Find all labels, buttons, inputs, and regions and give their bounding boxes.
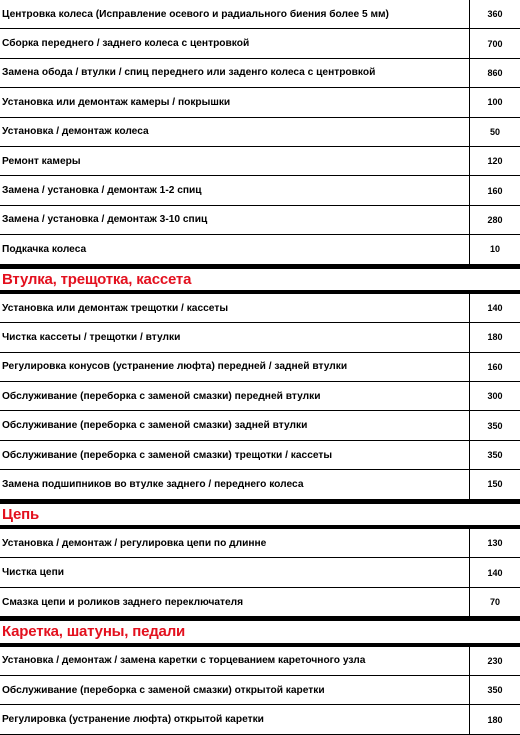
service-price: 350 bbox=[469, 411, 520, 439]
price-row bbox=[0, 176, 520, 205]
price-row bbox=[0, 59, 520, 88]
service-name: Установка или демонтаж камеры / покрышки bbox=[2, 96, 231, 108]
service-name: Обслуживание (переборка с заменой смазки) задней втулки bbox=[2, 420, 308, 432]
price-row bbox=[0, 705, 520, 734]
section-header-hub bbox=[0, 265, 520, 294]
service-price: 120 bbox=[469, 147, 520, 175]
service-price: 350 bbox=[469, 676, 520, 704]
service-name: Обслуживание (переборка с заменой смазки) трещотки / кассеты bbox=[2, 449, 333, 461]
service-price: 360 bbox=[469, 0, 520, 28]
price-row bbox=[0, 676, 520, 705]
price-row bbox=[0, 529, 520, 558]
service-price: 700 bbox=[469, 29, 520, 57]
service-price: 140 bbox=[469, 294, 520, 322]
section-header-bottom-bracket bbox=[0, 617, 520, 646]
section-header-chain bbox=[0, 500, 520, 529]
service-price: 860 bbox=[469, 59, 520, 87]
chain-group bbox=[0, 529, 520, 617]
price-row bbox=[0, 294, 520, 323]
service-name: Смазка цепи и роликов заднего переключателя bbox=[2, 596, 244, 608]
service-name: Подкачка колеса bbox=[2, 243, 87, 255]
price-row bbox=[0, 441, 520, 470]
service-name: Обслуживание (переборка с заменой смазки) передней втулки bbox=[2, 390, 321, 402]
service-price: 180 bbox=[469, 705, 520, 733]
price-row bbox=[0, 558, 520, 587]
service-price: 100 bbox=[469, 88, 520, 116]
service-price: 300 bbox=[469, 382, 520, 410]
service-name: Чистка цепи bbox=[2, 567, 65, 579]
service-name: Установка или демонтаж трещотки / кассеты bbox=[2, 302, 229, 314]
service-price: 280 bbox=[469, 206, 520, 234]
price-row bbox=[0, 323, 520, 352]
service-name: Замена / установка / демонтаж 1-2 спиц bbox=[2, 185, 202, 197]
service-price: 350 bbox=[469, 441, 520, 469]
price-row bbox=[0, 206, 520, 235]
section-title: Каретка, шатуны, педали bbox=[2, 623, 186, 641]
service-price: 50 bbox=[469, 118, 520, 146]
price-row bbox=[0, 382, 520, 411]
service-price: 160 bbox=[469, 353, 520, 381]
service-name: Регулировка (устранение люфта) открытой каретки bbox=[2, 714, 264, 726]
service-name: Ремонт камеры bbox=[2, 155, 81, 167]
service-name: Чистка кассеты / трещотки / втулки bbox=[2, 331, 181, 343]
service-price: 130 bbox=[469, 529, 520, 557]
section-title: Цепь bbox=[2, 505, 39, 523]
service-price: 230 bbox=[469, 647, 520, 675]
section-title: Втулка, трещотка, кассета bbox=[2, 270, 192, 288]
price-row bbox=[0, 588, 520, 617]
price-row bbox=[0, 88, 520, 117]
service-price: 70 bbox=[469, 588, 520, 616]
service-name: Установка / демонтаж колеса bbox=[2, 126, 149, 138]
price-row bbox=[0, 29, 520, 58]
price-row bbox=[0, 147, 520, 176]
price-row bbox=[0, 235, 520, 264]
service-name: Замена обода / втулки / спиц переднего или заденго колеса с центровкой bbox=[2, 67, 376, 79]
price-row bbox=[0, 411, 520, 440]
service-price: 160 bbox=[469, 176, 520, 204]
price-row bbox=[0, 118, 520, 147]
service-name: Обслуживание (переборка с заменой смазки) открытой каретки bbox=[2, 684, 325, 696]
service-name: Регулировка конусов (устранение люфта) передней / задней втулки bbox=[2, 361, 348, 373]
service-name: Замена подшипников во втулке заднего / переднего колеса bbox=[2, 478, 304, 490]
service-price: 10 bbox=[469, 235, 520, 263]
service-name: Сборка переднего / заднего колеса с центровкой bbox=[2, 38, 250, 50]
hub-group bbox=[0, 294, 520, 500]
price-row bbox=[0, 353, 520, 382]
service-name: Замена / установка / демонтаж 3-10 спиц bbox=[2, 214, 208, 226]
wheels-group bbox=[0, 0, 520, 265]
price-row bbox=[0, 470, 520, 499]
service-name: Центровка колеса (Исправление осевого и радиального биения более 5 мм) bbox=[2, 8, 389, 20]
service-price: 140 bbox=[469, 558, 520, 586]
bottom-bracket-group bbox=[0, 647, 520, 735]
service-name: Установка / демонтаж / регулировка цепи по длинне bbox=[2, 537, 267, 549]
price-row bbox=[0, 0, 520, 29]
price-row bbox=[0, 647, 520, 676]
service-price: 180 bbox=[469, 323, 520, 351]
service-name: Установка / демонтаж / замена каретки с торцеванием кареточного узла bbox=[2, 655, 366, 667]
service-price: 150 bbox=[469, 470, 520, 498]
